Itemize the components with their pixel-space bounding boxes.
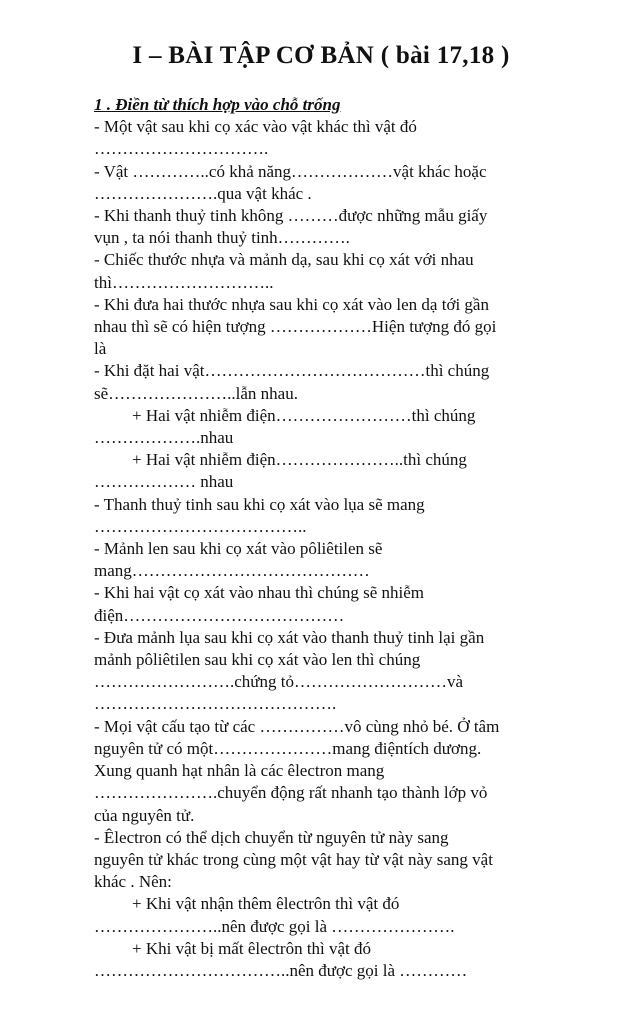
text-line: - Chiếc thước nhựa và mảnh dạ, sau khi cọ xát với nhau xyxy=(94,250,474,270)
text-line: điện………………………………… xyxy=(94,605,345,625)
text-line: mang…………………………………… xyxy=(94,561,370,581)
text-line: ……………………………………. xyxy=(94,694,337,714)
text-line: …………………….chứng tỏ………………………và xyxy=(94,672,464,692)
text-line: sẽ…………………..lẫn nhau. xyxy=(94,383,298,403)
page-title: I – BÀI TẬP CƠ BẢN ( bài 17,18 ) xyxy=(132,42,510,69)
text-line: nguyên tử khác trong cùng một vật hay từ vật này sang vật xyxy=(94,849,493,869)
text-line: - Khi thanh thuỷ tinh không ………được những mẫu giấy xyxy=(94,206,488,226)
text-line: mảnh pôliêtilen sau khi cọ xát vào len thì chúng xyxy=(94,650,421,670)
text-line: ……………….nhau xyxy=(94,428,234,448)
text-line: nguyên tử có một…………………mang điệntích dương. xyxy=(94,738,482,758)
text-line: - Khi đưa hai thước nhựa sau khi cọ xát vào len dạ tới gần xyxy=(94,294,489,314)
text-line: vụn , ta nói thanh thuỷ tinh…………. xyxy=(94,228,350,248)
text-line: Xung quanh hạt nhân là các êlectron mang xyxy=(94,761,385,781)
text-line: + Khi vật bị mất êlectrôn thì vật đó xyxy=(132,938,372,958)
text-line: ………………….chuyển động rất nhanh tạo thành lớp vỏ xyxy=(94,783,488,803)
text-line: của nguyên tử. xyxy=(94,805,195,825)
section-heading: 1 . Điền từ thích hợp vào chỗ trống xyxy=(94,95,341,114)
text-line: ………………….qua vật khác . xyxy=(94,183,312,203)
text-line: - Mọi vật cấu tạo từ các ……………vô cùng nhỏ bé. Ở tâm xyxy=(94,716,500,736)
text-line: - Khi hai vật cọ xát vào nhau thì chúng sẽ nhiễm xyxy=(94,583,424,603)
text-line: - Thanh thuỷ tinh sau khi cọ xát vào lụa sẽ mang xyxy=(94,494,425,514)
text-line: ……………………………..nên được gọi là ………… xyxy=(94,960,468,980)
text-line: - Êlectron có thể dịch chuyển từ nguyên tử này sang xyxy=(94,827,449,847)
text-line: - Đưa mảnh lụa sau khi cọ xát vào thanh thuỷ tinh lại gần xyxy=(94,627,485,647)
text-line: - Khi đặt hai vật…………………………………thì chúng xyxy=(94,361,490,381)
text-line: ……………… nhau xyxy=(94,472,234,492)
text-line: ……………………………….. xyxy=(94,516,307,536)
text-line: + Hai vật nhiễm điện…………………..thì chúng xyxy=(132,450,467,470)
text-line: …………………………. xyxy=(94,139,269,159)
exercise-content xyxy=(94,94,554,982)
text-line: là xyxy=(94,339,107,359)
text-line: khác . Nên: xyxy=(94,872,172,892)
text-line: - Một vật sau khi cọ xác vào vật khác thì vật đó xyxy=(94,117,417,137)
text-line: thì……………………….. xyxy=(94,272,274,292)
text-line: - Mảnh len sau khi cọ xát vào pôliêtilen sẽ xyxy=(94,539,383,559)
text-line: nhau thì sẽ có hiện tượng ………………Hiện tượng đó gọi xyxy=(94,317,497,337)
text-line: …………………..nên được gọi là …………………. xyxy=(94,916,455,936)
text-line: + Khi vật nhận thêm êlectrôn thì vật đó xyxy=(132,894,400,914)
text-line: - Vật …………..có khả năng………………vật khác hoặc xyxy=(94,161,487,181)
text-line: + Hai vật nhiễm điện……………………thì chúng xyxy=(132,405,476,425)
